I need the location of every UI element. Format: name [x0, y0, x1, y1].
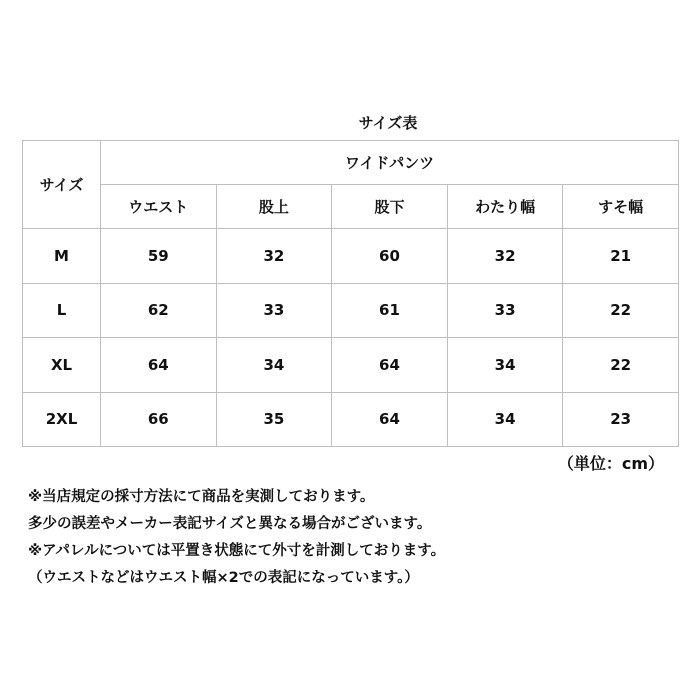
table-cell: 34 — [447, 338, 563, 393]
group-header: ワイドパンツ — [101, 141, 679, 185]
table-cell: 21 — [563, 229, 679, 284]
table-cell: 35 — [216, 392, 332, 447]
column-header-thigh: わたり幅 — [447, 185, 563, 229]
note-line: （ウエストなどはウエスト幅×2での表記になっています。） — [28, 570, 419, 586]
table-cell: 32 — [216, 229, 332, 284]
note-line: 多少の誤差やメーカー表記サイズと異なる場合がございます。 — [28, 516, 432, 532]
table-cell: 59 — [101, 229, 217, 284]
table-cell: 23 — [563, 392, 679, 447]
table-row — [23, 392, 679, 447]
notes — [28, 484, 678, 592]
column-header-inseam: 股下 — [332, 185, 448, 229]
header-row-columns — [23, 185, 679, 229]
column-header-rise: 股上 — [216, 185, 332, 229]
header-row-group — [23, 141, 679, 185]
table-row — [23, 283, 679, 338]
table-cell: 33 — [216, 283, 332, 338]
table-cell: 34 — [216, 338, 332, 393]
size-label: 2XL — [23, 392, 101, 447]
table-cell: 62 — [101, 283, 217, 338]
size-label: L — [23, 283, 101, 338]
table-cell: 34 — [447, 392, 563, 447]
size-label: XL — [23, 338, 101, 393]
note-line: ※当店規定の採寸方法にて商品を実測しております。 — [28, 489, 375, 505]
table-cell: 64 — [101, 338, 217, 393]
unit-label: （単位：cm） — [557, 454, 664, 473]
table-row — [23, 229, 679, 284]
table-cell: 32 — [447, 229, 563, 284]
note-line: ※アパレルについては平置き状態にて外寸を計測しております。 — [28, 543, 446, 559]
page-title: サイズ表 — [358, 114, 418, 132]
table-cell: 66 — [101, 392, 217, 447]
size-column-header: サイズ — [23, 141, 101, 229]
table-cell: 22 — [563, 338, 679, 393]
table-cell: 22 — [563, 283, 679, 338]
size-label: M — [23, 229, 101, 284]
table-cell: 61 — [332, 283, 448, 338]
table-cell: 64 — [332, 338, 448, 393]
column-header-hem: すそ幅 — [563, 185, 679, 229]
table-cell: 33 — [447, 283, 563, 338]
table-cell: 60 — [332, 229, 448, 284]
table-cell: 64 — [332, 392, 448, 447]
column-header-waist: ウエスト — [101, 185, 217, 229]
size-table — [22, 140, 679, 447]
table-row — [23, 338, 679, 393]
